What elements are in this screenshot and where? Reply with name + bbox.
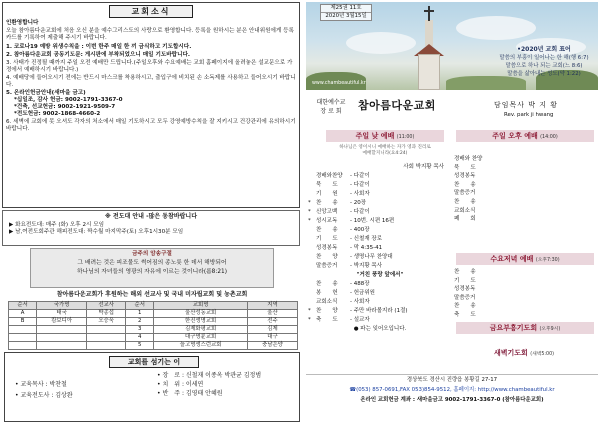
stand-marker <box>308 253 316 262</box>
stand-marker <box>308 226 316 235</box>
service-item <box>454 285 594 294</box>
mission-table-cell: 충남은양 <box>247 342 297 350</box>
church-photo <box>306 2 598 90</box>
service-item <box>308 307 452 316</box>
evangelism-guide-box <box>2 210 300 246</box>
mission-table-cell: 박종섭 <box>87 310 126 318</box>
wednesday-worship-title: 수요저녁 예배 (오후7:30) <box>456 253 594 265</box>
evangelism-guide-line: ▶ 화요전도대: 매주 (화) 오후 2시 모임 <box>9 221 105 228</box>
motto-line: 말씀의 부흥이 일어나는 한 해(행 6:7) <box>499 55 589 61</box>
service-item-role: 찬 양 <box>316 254 338 260</box>
afternoon-worship-time: (14:00) <box>540 135 558 140</box>
service-item-detail: - 다같이 <box>350 173 370 179</box>
service-item-role: 성경봉독 <box>454 173 476 180</box>
memory-verse-line: 하나님의 자녀들의 영광의 자유에 이르는 것이니라(롬8:21) <box>77 269 227 276</box>
online-offering-account: 온라인 교회헌금 계좌 : 새마을금고 9002-1791-3367-0 (참아름다운교회) <box>360 397 544 403</box>
pastor-name-english: Rev. park ji hwang <box>504 112 554 118</box>
service-item-role: 경배와찬양 <box>316 173 343 179</box>
stand-marker <box>308 298 316 307</box>
service-item <box>308 244 452 253</box>
mission-table-cell: 울산 <box>247 310 297 318</box>
service-item-role: 기 도 <box>454 277 476 284</box>
mission-table-header-cell: 국가명 <box>37 302 87 310</box>
mission-table-cell: 김제화평교회 <box>154 326 248 334</box>
mission-table-row <box>9 334 298 342</box>
motto-title: •2020년 교회 표어 <box>517 46 571 53</box>
stand-marker <box>308 181 316 190</box>
sunday-worship-note: 하나님은 영이시니 예배하는 자가 영과 진리로 예배할지니라(요4:24) <box>339 145 431 156</box>
denomination: 대한예수교 장 로 회 <box>316 99 346 115</box>
church-building <box>418 54 440 90</box>
mission-support-table <box>8 301 298 350</box>
service-item <box>308 172 452 181</box>
evangelism-guide-line: ▶ 남,여전도회주관 해피전도대: 짝수월 마지막주(토) 오후1시30분 모임 <box>9 229 184 236</box>
mission-table-cell: A <box>9 310 37 318</box>
mission-table-cell: 4 <box>126 334 154 342</box>
church-servants-box <box>4 352 300 422</box>
service-item-role: 경배와 찬양 <box>454 156 483 162</box>
dawn-prayer: 새벽기도회 (새벽5:00) <box>493 349 555 357</box>
mission-table-cell: 태국 <box>37 310 87 318</box>
mission-table-header-cell: 선교사 <box>87 302 126 310</box>
mission-table-cell <box>37 326 87 334</box>
pastor-name: 담임목사 박 지 황 <box>494 101 559 109</box>
afternoon-order-of-service <box>454 155 594 224</box>
mission-table-header-cell: 순서 <box>126 302 154 310</box>
service-item <box>454 181 594 190</box>
service-item-role: 찬 양 <box>316 308 338 314</box>
mission-table-cell: 대구명륜교회 <box>154 334 248 342</box>
mission-table-cell <box>87 326 126 334</box>
mission-table-cell: 3 <box>126 326 154 334</box>
mission-table-row <box>9 318 298 326</box>
mission-table-cell: 오승욱 <box>87 318 126 326</box>
news-list <box>6 44 296 133</box>
news-item-text: 사태가 진정될 때까지 주일 오전 예배만 드립니다.(주일오후와 수요예배는 교회 홈페이지에 올려놓은 설교문으로 가정에서 예배하시기 바랍니다.) <box>6 59 293 73</box>
church-motto <box>492 46 596 78</box>
service-item-detail: - 사회자 <box>350 299 370 305</box>
servants-right-list <box>157 371 261 398</box>
greeting-heading: 인환영합니다 <box>6 20 39 26</box>
service-item <box>308 181 452 190</box>
service-item <box>454 215 594 224</box>
service-item <box>308 280 452 289</box>
church-name: 참아름다운교회 <box>358 99 436 112</box>
mission-table-cell <box>87 342 126 350</box>
stand-marker <box>308 190 316 199</box>
news-item: 4. 예배당에 들어오시기 전에는 반드시 마스크를 착용하시고, 출입구에 비치된 손 소독제를 사용하고 들어오시기 바랍니다. <box>6 74 296 88</box>
servant-line: • 반 주 : 김영태 안혜원 <box>157 390 223 397</box>
greeting-text: 오늘 참아름다운교회에 처음 오신 분을 예수그리스도의 사랑으로 환영합니다. 등록을 원하시는 분은 안내위원에게 등록카드를 기록하여 제출해 주시기 바랍니다. <box>6 27 294 41</box>
service-item-role: 찬 송 <box>316 200 338 206</box>
service-item <box>308 235 452 244</box>
mission-table-cell <box>37 334 87 342</box>
service-item-role: 성시교독 <box>316 218 338 224</box>
sunday-worship-time: (11:00) <box>396 135 415 140</box>
service-item-role: 찬 송 <box>454 269 476 275</box>
service-item-detail: - 20장 <box>350 200 367 206</box>
mission-table-header <box>9 302 298 310</box>
service-item-detail: - 다같이 <box>350 182 370 188</box>
service-item <box>308 226 452 235</box>
service-item-role: 찬 송 <box>454 198 476 205</box>
stand-marker <box>308 235 316 244</box>
service-item <box>454 302 594 311</box>
issue-date: 2020년 3월15일 <box>321 12 371 20</box>
bulletin-footer <box>306 374 598 422</box>
servants-left-list <box>15 379 73 401</box>
evangelism-guide-title: ※ 전도대 안내 -많은 동참바랍니다 <box>104 213 198 220</box>
stand-marker <box>308 280 316 289</box>
service-item <box>454 294 594 303</box>
service-item-role: 봉 헌 <box>316 290 338 296</box>
account-line: *전도헌금: 9002-1868-4660-2 <box>14 110 101 117</box>
service-item-detail: - 주만 바라볼지라 (1절) <box>350 308 408 314</box>
service-item-role: 축 도 <box>454 311 476 318</box>
stand-marker: * <box>308 317 311 323</box>
sunday-order-of-service <box>308 163 452 334</box>
service-item <box>454 277 594 286</box>
left-panel <box>2 2 300 422</box>
service-item-role: 찬 송 <box>454 181 476 188</box>
sermon-title: "거친 풍랑 앞에서" <box>356 272 404 278</box>
wednesday-order-of-service <box>454 268 594 320</box>
mission-table-cell: 울산성동교회 <box>154 310 248 318</box>
stand-marker: * <box>308 200 311 206</box>
service-item <box>454 155 594 164</box>
mission-table-cell <box>37 342 87 350</box>
motto-line: 말씀으로 하나 되는 교회(느 8:6) <box>505 63 583 69</box>
service-item <box>308 316 452 325</box>
service-item-detail: - 488장 <box>350 281 370 287</box>
news-item: 6. 세벽에 교회에 못 오셔도 각자의 처소에서 매일 기도하시고 모두 강영예방수칙을 잘 지키시고 건강관리에 유의하시기 바랍니다. <box>6 118 296 132</box>
mission-table-cell: 2 <box>126 318 154 326</box>
issue-info <box>320 4 372 21</box>
service-item-detail: - 박지황 목사 <box>350 263 383 269</box>
closing-note: ● 파는 잊어오입니다. <box>353 326 407 332</box>
friday-prayer-time: (오후9시) <box>539 327 561 332</box>
stand-marker <box>308 172 316 181</box>
photo-watermark-url: www.chambeautiful.kr <box>312 81 366 86</box>
service-item <box>454 268 594 277</box>
mission-table-row <box>9 310 298 318</box>
mission-table-cell: 5 <box>126 342 154 350</box>
service-item-role: 묵 도 <box>316 182 338 188</box>
stand-marker <box>308 289 316 298</box>
mission-table-row <box>9 326 298 334</box>
church-spire <box>425 20 433 46</box>
stand-marker: * <box>308 209 311 215</box>
church-servants-title: 교회를 섬기는 이 <box>109 356 199 368</box>
mission-table-cell: 김제 <box>247 326 297 334</box>
mission-table-cell: 대구 <box>247 334 297 342</box>
issue-number: 제25권 11호 <box>330 5 362 11</box>
service-item <box>308 262 452 271</box>
service-item-detail: - 신철재 장로 <box>350 236 383 242</box>
service-item <box>454 207 594 216</box>
news-item: 5. 온라인헌금안내(새마을 금고) <box>6 89 86 96</box>
cross-icon <box>428 6 430 21</box>
news-item-text: 세벽에 교회에 못 오셔도 각자의 처소에서 매일 기도하시고 모두 강영예방수칙을 잘 지키시고 건강관리에 유의하시기 바랍니다. <box>6 118 296 132</box>
news-item: 2. 참아름다운교회 공동기도문: 게시판에 부착되었으니 매일 기도바랍니다. <box>6 51 191 58</box>
service-item-role: 기 원 <box>316 191 338 197</box>
memory-verse-title: 금주의 암송구절 <box>132 251 172 257</box>
mission-table-header-cell: 교회명 <box>154 302 248 310</box>
service-item <box>454 189 594 198</box>
mission-table-cell <box>87 334 126 342</box>
service-leader: 사회 박지황 목사 <box>403 164 444 170</box>
service-item-role: 묵 도 <box>454 164 476 171</box>
service-item-detail: - 400장 <box>350 227 370 233</box>
sunday-worship-title: 주일 낮 예배 (11:00) <box>326 130 444 142</box>
service-item <box>308 298 452 307</box>
servant-line: • 교육목사 : 박찬철 <box>15 381 67 388</box>
service-item <box>308 190 452 199</box>
service-item-role: 말씀증거 <box>316 263 338 269</box>
service-item-role: 찬 송 <box>454 303 476 310</box>
service-item <box>454 172 594 181</box>
news-item: 1. 코로나19 예방 위생수칙을 : 이번 한주 매일 한 끼 금식하고 기도합시다. <box>6 43 192 50</box>
service-item-role: 교회소식 <box>316 299 338 305</box>
service-item <box>308 217 452 226</box>
mission-table-cell <box>9 342 37 350</box>
service-item-role: 축 도 <box>316 317 338 323</box>
stand-marker: * <box>308 218 311 224</box>
mission-table-cell: 1 <box>126 310 154 318</box>
service-item <box>454 164 594 173</box>
service-item-role: 기 도 <box>316 236 338 242</box>
mission-table-cell: B <box>9 318 37 326</box>
news-item-text: 참아름다운교회 공동기도문: 게시판에 부착되었으니 매일 기도바랍니다. <box>13 51 191 58</box>
service-item <box>308 289 452 298</box>
service-item-detail: - 헌금위원 <box>350 290 375 296</box>
service-item <box>308 253 452 262</box>
service-item-detail: - 10번. 시편 16편 <box>350 218 395 224</box>
service-item-role: 폐 회 <box>454 216 476 223</box>
service-item-role: 찬 송 <box>316 227 338 233</box>
news-item-text: 예배당에 들어오시기 전에는 반드시 마스크를 착용하시고, 출입구에 비치된 손 소독제를 사용하고 들어오시기 바랍니다. <box>6 74 296 88</box>
wednesday-worship-time: (오후7:30) <box>535 258 560 263</box>
memory-verse-line: 그 배려는 것은 피조물도 썩어짐의 종노릇 한 데서 해방되어 <box>77 259 227 266</box>
service-item <box>308 208 452 217</box>
account-line: *건축, 선교헌금: 9002-1921-9509-7 <box>14 103 116 110</box>
church-address: 경상북도 경산시 진량읍 봉황길 27-17 <box>406 377 498 383</box>
service-item <box>308 199 452 208</box>
service-item-detail: - 생명나무 찬양대 <box>350 254 393 260</box>
mission-table-cell: 늘고명생스런교회 <box>154 342 248 350</box>
servant-line: • 장 로 : 신철재 이종옥 박관균 김정범 <box>157 372 262 379</box>
afternoon-worship-title: 주일 오후 예배 (14:00) <box>456 130 594 142</box>
service-item-role: 신앙고백 <box>316 209 338 215</box>
service-item-role: 성경봉독 <box>316 245 338 251</box>
friday-prayer-title: 금요부흥기도회 (오후9시) <box>456 322 594 334</box>
motto-line: 말씀을 삶아내는 성도(약 1:22) <box>507 71 581 77</box>
mission-table-cell <box>9 334 37 342</box>
news-item: 3. 사태가 진정될 때까지 주일 오전 예배만 드립니다.(주일오후와 수요예배는 교회 홈페이지에 올려놓은 설교문으로 가정에서 예배하시기 바랍니다.) <box>6 59 293 73</box>
service-item <box>454 311 594 320</box>
servant-line: • 교육전도사 : 김상완 <box>15 392 73 399</box>
service-item-role: 말씀증거 <box>454 190 476 197</box>
service-item-role: 성경봉독 <box>454 286 476 293</box>
mission-table-row <box>9 342 298 350</box>
church-news-title: 교회소식 <box>109 5 193 18</box>
mission-table-cell: 캄보디아 <box>37 318 87 326</box>
service-item-detail: - 막 4:35-41 <box>350 245 383 251</box>
stand-marker: * <box>308 308 311 314</box>
service-item-detail: - 다같이 <box>350 209 370 215</box>
right-panel <box>306 2 598 422</box>
mission-table-cell: 전주 <box>247 318 297 326</box>
service-item <box>454 198 594 207</box>
dawn-prayer-time: (새벽5:00) <box>530 352 555 357</box>
memory-verse-box <box>30 248 274 288</box>
service-item-role: 찬 송 <box>316 281 338 287</box>
stand-marker <box>308 244 316 253</box>
mission-table-header-cell: 지역 <box>247 302 297 310</box>
news-item-text: 온라인헌금안내(새마을 금고) <box>13 89 86 96</box>
service-item-detail: - 사회자 <box>350 191 370 197</box>
service-item-detail: - 설교자 <box>350 317 370 323</box>
mission-table-cell <box>9 326 37 334</box>
servant-line: • 치 위 : 이세연 <box>157 381 204 388</box>
mission-table-header-cell: 순서 <box>9 302 37 310</box>
stand-marker <box>308 262 316 271</box>
news-item-text: 코로나19 예방 위생수칙을 : 이번 한주 매일 한 끼 금식하고 기도합시다. <box>13 43 192 50</box>
account-line: *십일조, 감사 헌금: 9002-1791-3367-0 <box>14 96 123 103</box>
mission-support-title: 참아름다운교회가 후원하는 해외 선교사 및 국내 미자립교회 및 농촌교회 <box>56 291 248 298</box>
church-contact: ☎(053) 857-0691,FAX 053)854-9512, 홈페이지: http://www.chambeautiful.kr <box>349 387 555 393</box>
mission-table-cell: 한진생명교회 <box>154 318 248 326</box>
service-item-role: 말씀증거 <box>454 294 476 301</box>
church-news-box <box>2 2 300 208</box>
service-item-role: 교회소식 <box>454 207 476 214</box>
